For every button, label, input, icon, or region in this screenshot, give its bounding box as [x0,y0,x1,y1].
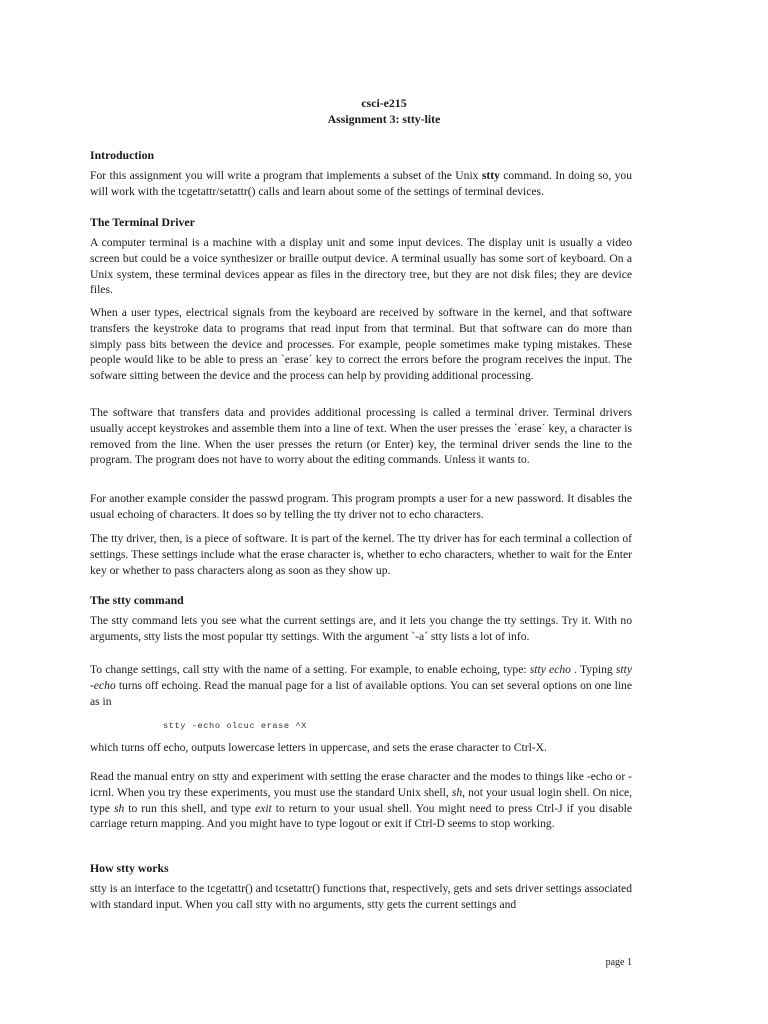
assignment-title: Assignment 3: stty-lite [327,112,441,126]
text-segment: turns off echoing. Read the manual page for a list of available options. You can set several options on one line as in [90,678,632,708]
stty-paragraph-1: The stty command lets you see what the current settings are, and it lets you change the tty settings. Try it. With no arguments, stty lists the most popular tty settings. With the argument `-a´ stty lists a lot of info. [90,614,632,643]
driver-paragraph-5: The tty driver, then, is a piece of software. It is part of the kernel. The tty driver has for each terminal a collection of settings. These settings include what the erase character is, whether to echo characters, whether to wait for the Enter key or whether to pass characters along as soon as they show up. [90,532,632,577]
page-number: page 1 [605,957,632,968]
intro-paragraph [90,168,632,200]
driver-paragraph-4: For another example consider the passwd program. This program prompts a user for a new password. It disables the usual echoing of characters. It does so by telling the tty driver not to echo characters. [90,492,632,521]
italic-term: stty -echo [90,663,633,692]
text-segment: , not your usual login shell. On nice, type [90,785,633,815]
text-segment: . Typing [570,663,616,676]
heading-how-stty-works: How stty works [90,861,169,875]
stty-paragraph-3: which turns off echo, outputs lowercase letters in uppercase, and sets the erase character to Ctrl-X. [90,741,547,754]
text-segment: For this assignment you will write a program that implements a subset of the Unix [90,169,482,182]
text-segment: To change settings, call stty with the name of a setting. For example, to enable echoing, type: [90,663,530,676]
bold-term: stty [481,169,500,182]
driver-paragraph-2: When a user types, electrical signals from the keyboard are received by software in the kernel, and that software transfers the keystroke data to programs that read input from that terminal. But that software can do more than simply pass bits between the device and processes. For example, people sometimes make typing mistakes. These people would like to be able to press an `erase´ key to correct the errors before the program receives the input. The sofware sitting between the device and the process can help by providing additional processing. [90,306,632,383]
italic-term: sh [113,801,125,815]
text-segment: to return to your usual shell. You might need to press Ctrl-J if you disable carriage return mapping. And you might have to type logout or exit if Ctrl-D seems to stop working. [90,801,632,831]
italic-term: exit [255,801,272,815]
italic-term: stty echo [529,663,571,676]
heading-introduction: Introduction [90,148,155,162]
heading-stty-command: The stty command [90,593,184,607]
text-segment: Read the manual entry on stty and experiment with setting the erase character and the modes to things like -echo or -icrnl. When you try these experiments, you must use the standard Unix shell, [90,770,632,799]
course-code: csci-e215 [361,96,407,110]
stty-paragraph-4 [90,769,632,832]
text-segment: to run this shell, and type [124,801,256,815]
stty-paragraph-2 [90,662,632,709]
heading-terminal-driver: The Terminal Driver [90,215,195,229]
code-example: stty -echo olcuc erase ^X [163,721,307,731]
italic-term: sh [451,785,463,799]
driver-paragraph-3: The software that transfers data and provides additional processing is called a terminal driver. Terminal drivers usually accept keystrokes and assemble them into a line of text. When the user presses the `erase´ key, a character is removed from the line. When the user presses the return (or Enter) key, the terminal driver sends the line to the program. The program does not have to worry about the editing commands. Unless it wants to. [90,406,632,467]
driver-paragraph-1: A computer terminal is a machine with a display unit and some input devices. The display unit is usually a video screen but could be a voice synthesizer or braille output device. A terminal usually has some sort of keyboard. On a Unix system, these terminal devices appear as files in the directory tree, but they are not disk files; they are device files. [90,236,632,297]
text-segment: command. In doing so, you will work with the tcgetattr/setattr() calls and learn about some of the settings of terminal devices. [90,169,632,198]
works-paragraph-1: stty is an interface to the tcgetattr() and tcsetattr() functions that, respectively, gets and sets driver settings associated with standard input. When you call stty with no arguments, stty gets the current settings and [90,882,632,911]
